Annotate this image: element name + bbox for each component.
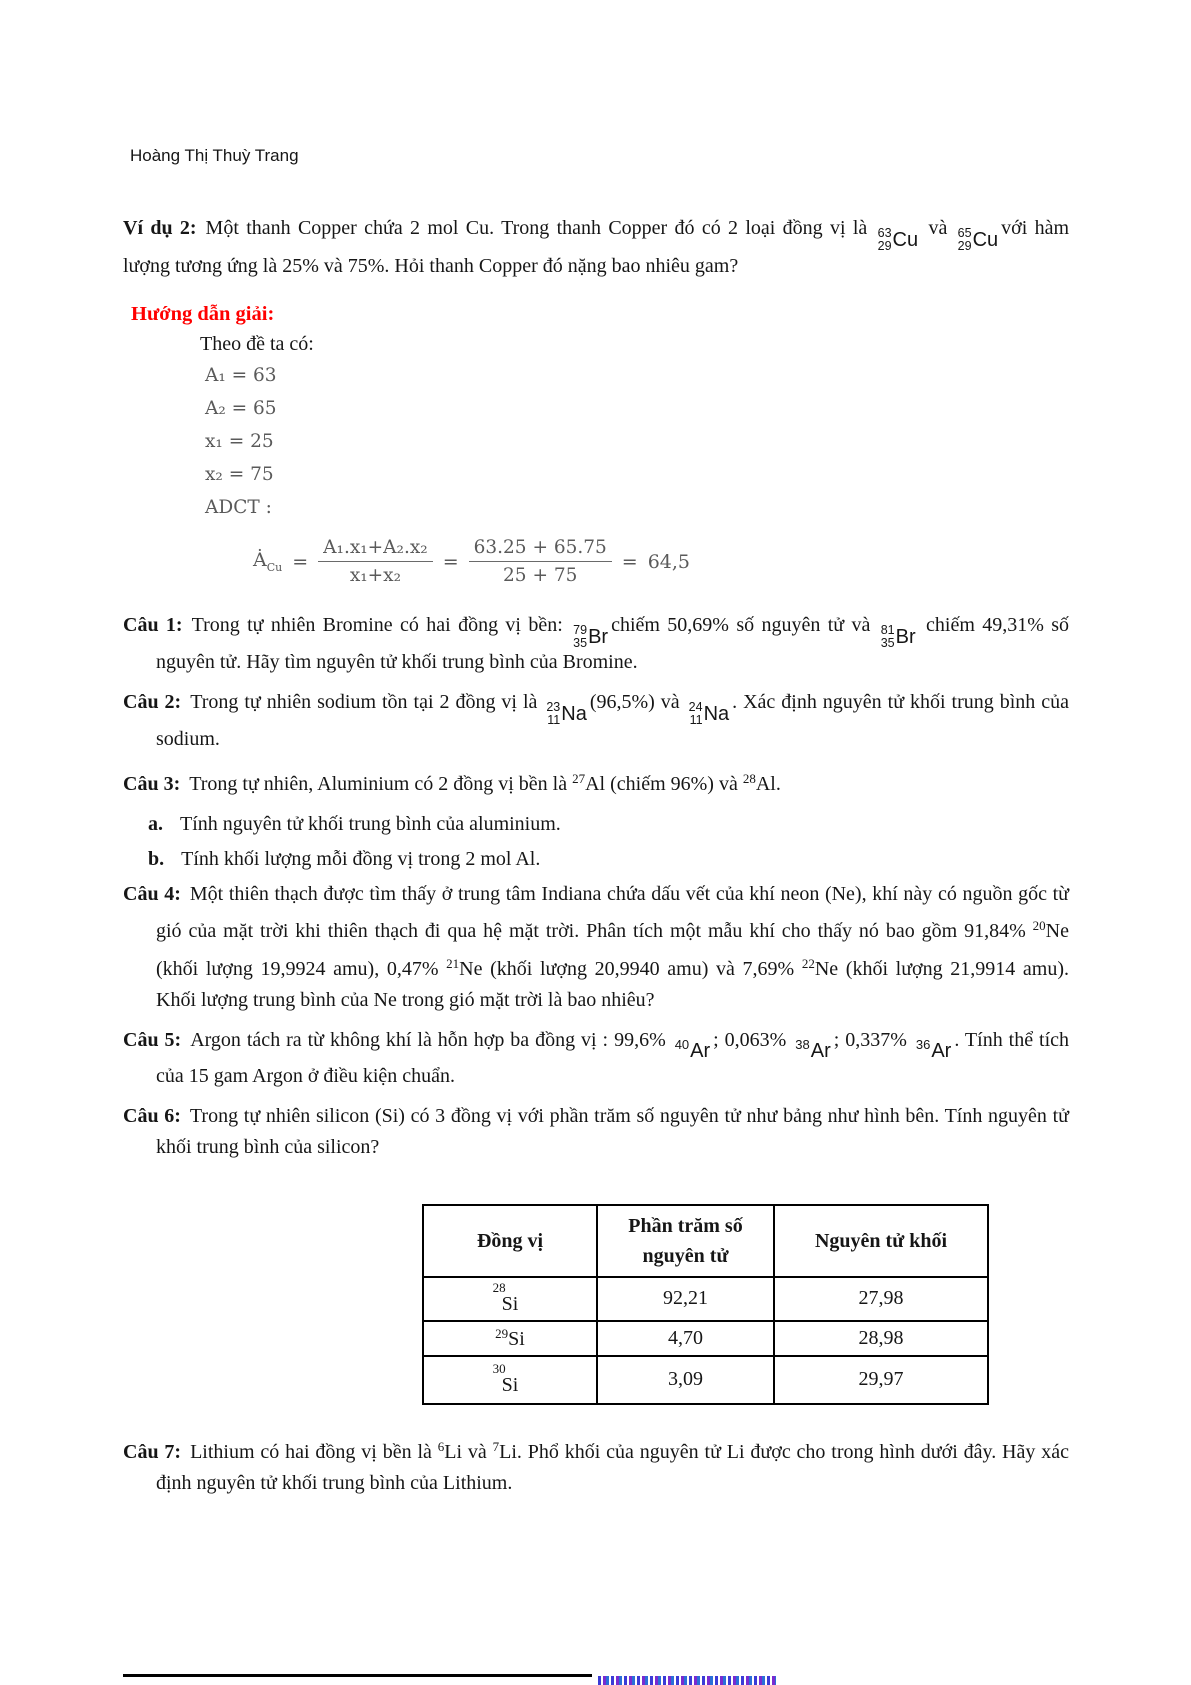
question-5	[123, 1025, 1069, 1093]
equals-sign: =	[621, 550, 638, 573]
question-4	[123, 879, 1069, 1017]
question-6-text: Trong tự nhiên silicon (Si) có 3 đồng vị với phần trăm số nguyên tử như bảng như hình bên. Tính nguyên tử khối trung bình của silicon?	[156, 1104, 1069, 1159]
fraction-numerator: A₁.x₁+A₂.x₂	[318, 537, 433, 562]
solution-heading: Hướng dẫn giải:	[131, 303, 275, 326]
isotope-symbol: Na	[703, 702, 730, 725]
isotope-mass: 28	[492, 1279, 506, 1295]
isotope-23-11-Na	[546, 699, 587, 727]
question-3b	[123, 844, 1069, 875]
question-1-text: Trong tự nhiên Bromine có hai đồng vị bền:	[191, 614, 563, 637]
question-7-text: Li. Phổ khối của nguyên tử Li được cho trong hình dưới đây. Hãy xác định nguyên tử khối trung bình của Lithium.	[156, 1440, 1069, 1495]
question-3-text: Al.	[755, 773, 781, 796]
isotope-63-29-Cu	[877, 226, 919, 254]
mass-superscript: 22	[801, 955, 815, 971]
isotope-mass: 23	[546, 699, 561, 714]
question-2-text: Trong tự nhiên sodium tồn tại 2 đồng vị là	[190, 690, 538, 713]
mass-superscript: 7	[492, 1438, 500, 1454]
question-2-text: . Xác định nguyên tử khối trung bình của sodium.	[156, 690, 1070, 750]
isotope-mass: 63	[877, 226, 892, 240]
equation-result: 64,5	[647, 550, 691, 573]
average-mass-equation	[123, 537, 1069, 586]
isotope-symbol: Cu	[972, 229, 999, 252]
question-3	[123, 763, 1069, 801]
example-text-2: và	[928, 217, 948, 239]
cell-percent: 4,70	[597, 1321, 774, 1356]
question-3-text: Al (chiếm 96%) và	[585, 773, 743, 796]
given-line-a2: A₂ = 65	[205, 398, 277, 420]
question-3-label: Câu 3:	[123, 773, 181, 796]
question-1	[123, 610, 1069, 679]
question-5-text: ; 0,063%	[713, 1028, 787, 1051]
isotope-symbol: Cu	[892, 229, 919, 252]
author-name: Hoàng Thị Thuỳ Trang	[130, 146, 299, 165]
solution-intro: Theo đề ta có:	[200, 333, 314, 356]
isotope-36-Ar	[915, 1036, 952, 1063]
example-text-1: Một thanh Copper chứa 2 mol Cu. Trong thanh Copper đó có 2 loại đồng vị là	[205, 217, 868, 239]
question-3a-label: a.	[148, 812, 163, 835]
isotope-mass: 30	[492, 1360, 506, 1376]
cell-isotope	[423, 1277, 597, 1321]
solution-given-block	[123, 363, 1069, 521]
col-header-isotope: Đồng vị	[423, 1205, 597, 1277]
given-line-a1: A₁ = 63	[205, 365, 277, 387]
isotope-mass: 24	[688, 699, 703, 714]
isotope-symbol: Ar	[810, 1040, 831, 1063]
question-2-label: Câu 2:	[123, 690, 182, 713]
isotope-symbol: Ar	[690, 1040, 711, 1063]
mass-superscript: 6	[437, 1438, 445, 1454]
question-3b-text: Tính khối lượng mỗi đồng vị trong 2 mol Al.	[181, 847, 541, 870]
table-row	[423, 1321, 988, 1356]
isotope-symbol: Na	[561, 702, 587, 725]
mass-superscript: 21	[446, 955, 460, 971]
given-line-x1: x₁ = 25	[205, 431, 274, 453]
isotope-symbol: Br	[895, 626, 916, 649]
isotope-79-35-Br	[573, 623, 609, 651]
lhs-subscript: Cu	[266, 561, 283, 575]
isotope-symbol: Ar	[931, 1040, 952, 1063]
isotope-z: 11	[547, 712, 561, 727]
isotope-38-Ar	[795, 1036, 831, 1063]
isotope-z: 29	[957, 239, 972, 254]
isotope-24-11-Na	[688, 699, 730, 727]
given-line-x2: x₂ = 75	[205, 464, 274, 486]
question-list	[123, 610, 1069, 1500]
silicon-isotope-table	[422, 1204, 989, 1405]
question-5-text: . Tính thể tích của 15 gam Argon ở điều kiện chuẩn.	[156, 1028, 1070, 1088]
fraction-denominator: 25 + 75	[503, 565, 578, 587]
cell-percent: 92,21	[597, 1277, 774, 1321]
mass-superscript: 27	[572, 771, 586, 787]
isotope-z: 35	[573, 636, 588, 651]
question-4-label: Câu 4:	[123, 882, 181, 905]
question-2-text: (96,5%) và	[589, 690, 680, 713]
question-4-text: Một thiên thạch được tìm thấy ở trung tâm Indiana chứa dấu vết của khí neon (Ne), khí này có nguồn gốc từ gió của mặt trời khi thiên thạch đi qua hệ mặt trời. Phân tích một mẫu khí cho thấy nó bao gồm 91,84%	[156, 882, 1070, 943]
mass-superscript: 28	[742, 771, 756, 787]
table-header-row	[423, 1205, 988, 1277]
question-3-text: Trong tự nhiên, Aluminium có 2 đồng vị bền là	[189, 773, 573, 796]
question-7	[123, 1431, 1069, 1500]
table-row	[423, 1356, 988, 1404]
isotope-mass: 81	[880, 623, 895, 638]
cell-atomic-mass: 29,97	[774, 1356, 988, 1404]
question-3a	[123, 809, 1069, 840]
equals-sign: =	[442, 550, 459, 573]
equals-sign: =	[292, 550, 309, 573]
question-1-text: chiếm 50,69% số nguyên tử và	[611, 614, 871, 637]
isotope-mass: 65	[957, 226, 972, 240]
isotope-81-35-Br	[880, 623, 916, 651]
isotope-symbol: Si	[508, 1327, 525, 1350]
cell-atomic-mass: 28,98	[774, 1321, 988, 1356]
isotope-mass: 40	[674, 1036, 690, 1052]
fraction-symbolic	[318, 537, 433, 586]
cell-isotope	[423, 1356, 597, 1404]
cell-percent: 3,09	[597, 1356, 774, 1404]
isotope-z: 11	[689, 712, 703, 727]
question-3a-text: Tính nguyên tử khối trung bình của aluminium.	[180, 812, 561, 835]
isotope-symbol: Si	[501, 1373, 519, 1396]
fraction-numeric	[469, 537, 612, 586]
isotope-mass: 79	[573, 623, 588, 638]
given-line-adct: ADCT :	[205, 497, 272, 519]
isotope-symbol: Si	[501, 1292, 519, 1315]
question-7-text: Lithium có hai đồng vị bền là	[190, 1440, 438, 1463]
isotope-z: 35	[880, 636, 895, 651]
cell-isotope	[423, 1321, 597, 1356]
example-2-paragraph	[123, 212, 1069, 283]
equation-lhs	[253, 549, 282, 574]
col-header-atomic-mass: Nguyên tử khối	[774, 1205, 988, 1277]
isotope-mass: 38	[795, 1036, 810, 1052]
fraction-numerator: 63.25 + 65.75	[469, 537, 612, 562]
question-5-text: ; 0,337%	[833, 1028, 907, 1051]
isotope-65-29-Cu	[957, 226, 999, 254]
footer-rule	[123, 1674, 592, 1677]
question-6	[123, 1101, 1069, 1164]
table-row	[423, 1277, 988, 1321]
cell-atomic-mass: 27,98	[774, 1277, 988, 1321]
question-5-label: Câu 5:	[123, 1028, 182, 1051]
isotope-mass: 36	[915, 1036, 931, 1052]
col-header-percent: Phần trăm số nguyên tử	[597, 1205, 774, 1277]
footer-clipped-text	[598, 1676, 776, 1685]
question-7-text: Li và	[444, 1440, 493, 1463]
question-5-text: Argon tách ra từ không khí là hỗn hợp ba đồng vị : 99,6%	[190, 1028, 666, 1051]
question-4-text: Ne (khối lượng 21,9914 amu). Khối lượng trung bình của Ne trong gió mặt trời là bao nhiêu?	[156, 957, 1070, 1012]
isotope-40-Ar	[674, 1036, 711, 1063]
example-text-3: với hàm lượng tương ứng là 25% và 75%. Hỏi thanh Copper đó nặng bao nhiêu gam?	[123, 217, 1070, 278]
a-bar-symbol: Ȧ	[253, 549, 267, 572]
isotope-mass: 29	[495, 1325, 509, 1341]
question-4-text: Ne (khối lượng 20,9940 amu) và 7,69%	[459, 957, 802, 980]
fraction-denominator: x₁+x₂	[349, 565, 402, 587]
question-4-text: Ne (khối lượng 19,9924 amu), 0,47%	[156, 920, 1069, 980]
question-1-label: Câu 1:	[123, 614, 183, 637]
mass-superscript: 20	[1032, 918, 1046, 934]
question-1-text: chiếm 49,31% số nguyên tử. Hãy tìm nguyên tử khối trung bình của Bromine.	[156, 614, 1070, 674]
question-7-label: Câu 7:	[123, 1440, 182, 1463]
question-3b-label: b.	[148, 847, 165, 870]
question-6-label: Câu 6:	[123, 1104, 181, 1127]
isotope-symbol: Br	[588, 626, 609, 649]
isotope-z: 29	[877, 239, 892, 254]
question-2	[123, 687, 1069, 756]
example-label: Ví dụ 2:	[123, 217, 197, 239]
